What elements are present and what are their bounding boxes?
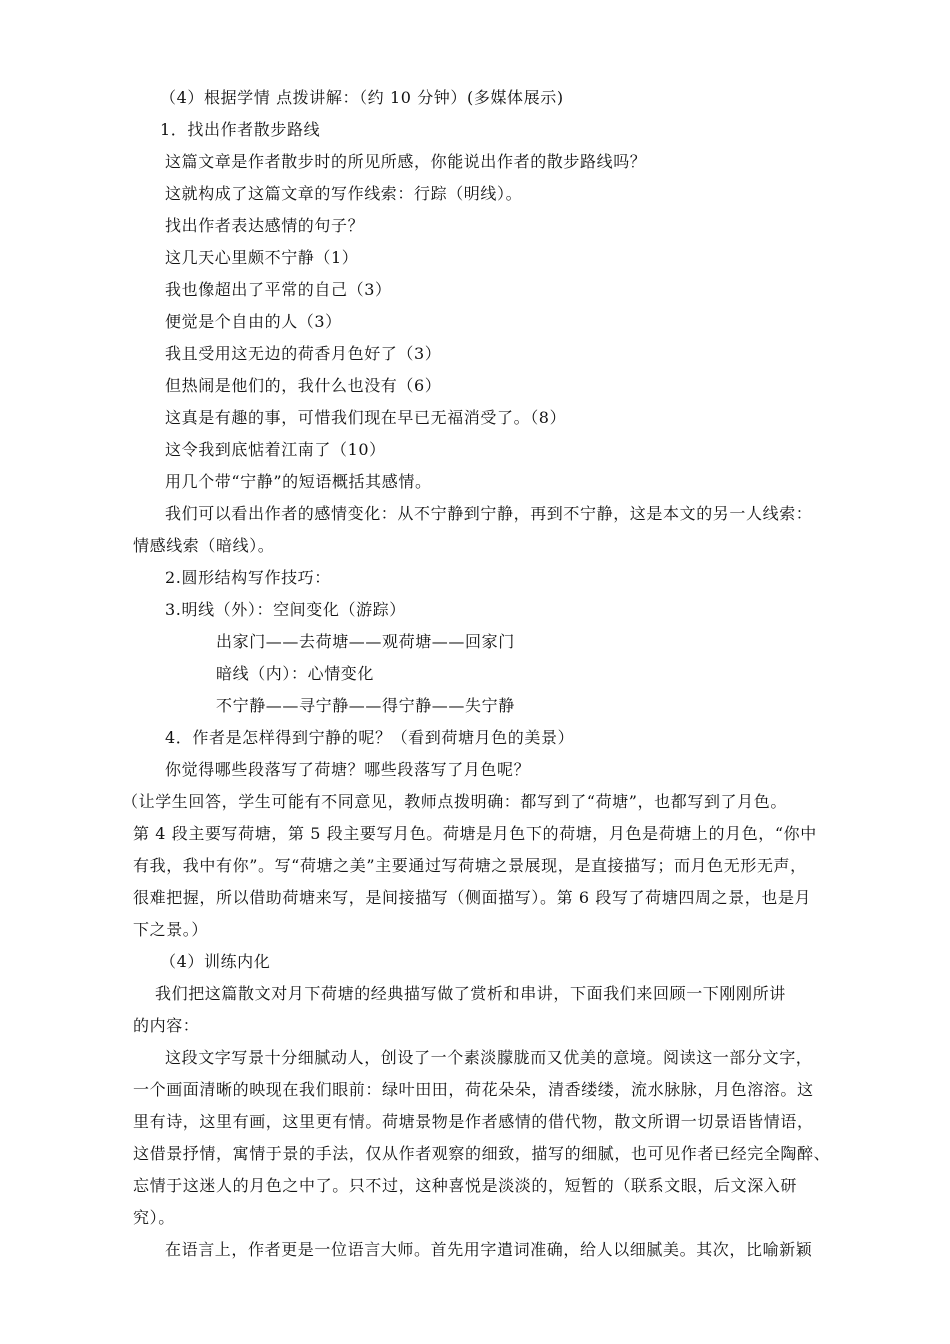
- item-heading: 4．作者是怎样得到宁静的呢？（看到荷塘月色的美景）: [165, 728, 575, 747]
- text-line: （让学生回答，学生可能有不同意见，教师点拨明确：都写到了“荷塘”，也都写到了月色。: [122, 792, 787, 811]
- quote-line: 但热闹是他们的，我什么也没有（6）: [165, 376, 442, 395]
- text-line: 这借景抒情，寓情于景的手法，仅从作者观察的细致，描写的细腻，也可见作者已经完全陶醉、: [133, 1144, 831, 1163]
- item-heading: 3.明线（外）：空间变化（游踪）: [165, 600, 406, 619]
- answer-paragraph: [122, 786, 817, 946]
- quote-line: 这几天心里颇不宁静（1）: [165, 248, 359, 267]
- text-line: 里有诗，这里有画，这里更有情。荷塘景物是作者感情的借代物，散文所谓一切景语皆情语，: [133, 1112, 814, 1131]
- text-line: 在语言上，作者更是一位语言大师。首先用字遣词准确，给人以细腻美。其次，比喻新颖: [165, 1240, 813, 1259]
- quote-line: 我也像超出了平常的自己（3）: [165, 280, 392, 299]
- text-line: 你觉得哪些段落写了荷塘？哪些段落写了月色呢？: [165, 760, 531, 779]
- text-line: 有我，我中有你”。写“荷塘之美”主要通过写荷塘之景展现，是直接描写；而月色无形无声，: [133, 856, 807, 875]
- text-line: 我们可以看出作者的感情变化：从不宁静到宁静，再到不宁静，这是本文的另一人线索：: [165, 504, 813, 523]
- text-line: 用几个带“宁静”的短语概括其感情。: [165, 472, 432, 491]
- text-line: 找出作者表达感情的句子？: [165, 216, 365, 235]
- text-line: 不宁静——寻宁静——得宁静——失宁静: [216, 696, 515, 715]
- text-line: 暗线（内）：心情变化: [216, 664, 375, 683]
- quote-line: 便觉是个自由的人（3）: [165, 312, 342, 331]
- text-line: 下之景。）: [133, 920, 209, 939]
- quote-line: 我且受用这无边的荷香月色好了（3）: [165, 344, 442, 363]
- text-line: 情感线索（暗线）。: [133, 536, 275, 555]
- quote-line: 这令我到底惦着江南了（10）: [165, 440, 386, 459]
- analysis-paragraph: [133, 1042, 830, 1234]
- text-line: 忘情于这迷人的月色之中了。只不过，这种喜悦是淡淡的，短暂的（联系文眼，后文深入研: [133, 1176, 798, 1195]
- text-line: 这篇文章是作者散步时的所见所感，你能说出作者的散步路线吗？: [165, 152, 647, 171]
- item-heading: 1．找出作者散步路线: [160, 120, 321, 139]
- text-line: 的内容：: [133, 1016, 200, 1035]
- section-heading: （4）训练内化: [160, 952, 271, 971]
- quote-line: 这真是有趣的事，可惜我们现在早已无福消受了。（8）: [165, 408, 567, 427]
- text-line: 一个画面清晰的映现在我们眼前：绿叶田田，荷花朵朵，清香缕缕，流水脉脉，月色溶溶。这: [133, 1080, 814, 1099]
- text-line: 这段文字写景十分细腻动人，创设了一个素淡朦胧而又优美的意境。阅读这一部分文字，: [165, 1048, 813, 1067]
- text-line: 出家门——去荷塘——观荷塘——回家门: [216, 632, 515, 651]
- item-heading: 2.圆形结构写作技巧：: [165, 568, 331, 587]
- text-line: 这就构成了这篇文章的写作线索：行踪（明线）。: [165, 184, 523, 203]
- text-line: 究）。: [133, 1208, 175, 1227]
- section-heading: （4）根据学情 点拨讲解：（约 10 分钟）(多媒体展示): [160, 88, 564, 107]
- text-line: 我们把这篇散文对月下荷塘的经典描写做了赏析和串讲，下面我们来回顾一下刚刚所讲: [155, 984, 786, 1003]
- text-line: 很难把握，所以借助荷塘来写，是间接描写（侧面描写）。第 6 段写了荷塘四周之景，也是月: [133, 888, 812, 907]
- text-line: 第 4 段主要写荷塘，第 5 段主要写月色。荷塘是月色下的荷塘，月色是荷塘上的月色，“你中: [133, 824, 817, 843]
